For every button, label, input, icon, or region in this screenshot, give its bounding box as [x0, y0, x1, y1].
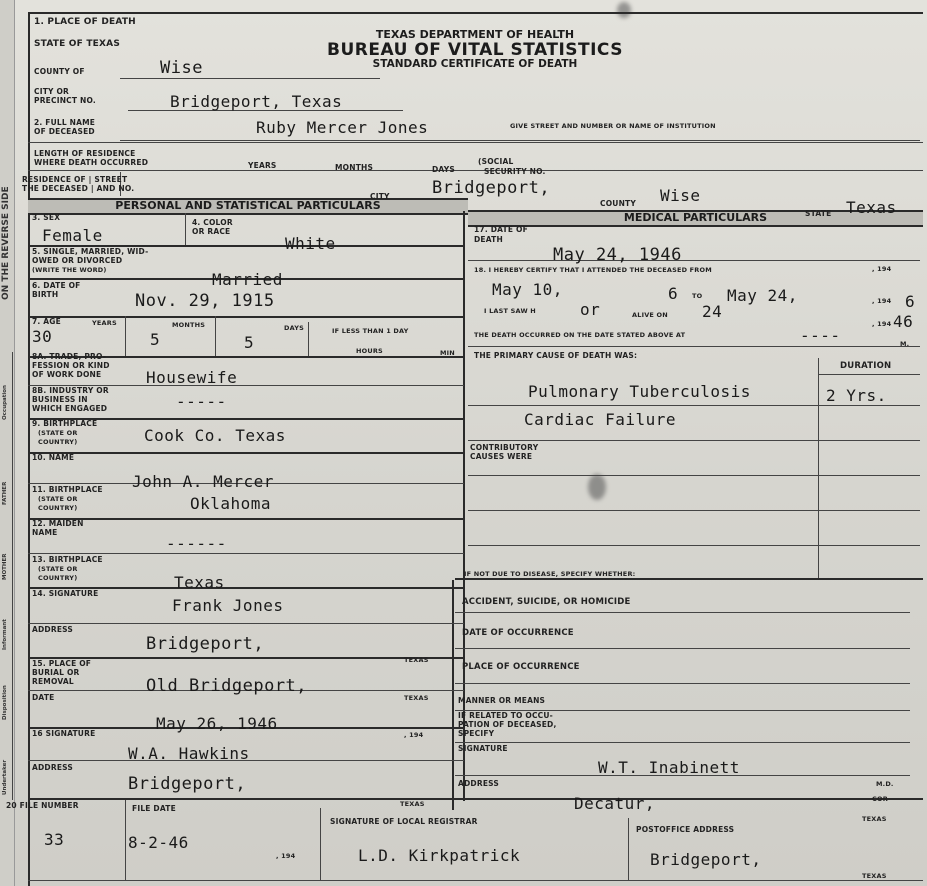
side-informant: Informant	[2, 619, 8, 650]
marital-value: Married	[212, 270, 283, 289]
rule	[120, 140, 920, 141]
contrib-label-2: CAUSES WERE	[470, 452, 533, 461]
father-name-value: John A. Mercer	[132, 472, 274, 491]
length-label: LENGTH OF RESIDENCE	[34, 149, 136, 158]
bp-label-3: COUNTRY)	[38, 438, 78, 446]
inf-address-value: Bridgeport,	[146, 634, 265, 654]
residence-label-2: THE DECEASED | AND NO.	[22, 184, 135, 193]
mother-bp-label: 13. BIRTHPLACE	[32, 555, 103, 564]
social-label: (SOCIAL	[478, 157, 514, 166]
doccur-label: DATE OF OCCURRENCE	[462, 628, 574, 638]
color-label-2: OR RACE	[192, 227, 231, 236]
res-city-label: CITY	[370, 192, 390, 201]
res-county-value: Wise	[660, 186, 701, 205]
certify-label: 18. I HEREBY CERTIFY THAT I ATTENDED THE DECEASED FROM	[474, 266, 712, 274]
und-texas-label: TEXAS	[400, 800, 425, 808]
lastsaw-label: I LAST SAW H	[484, 307, 536, 315]
ink-smudge	[617, 2, 631, 18]
inf-texas-label: TEXAS	[404, 656, 429, 664]
rule	[455, 612, 910, 613]
occ-label-2: FESSION OR KIND	[32, 361, 110, 370]
marital-label-2: OWED OR DIVORCED	[32, 256, 123, 265]
border-top	[28, 12, 923, 14]
to-194-label: , 194	[872, 297, 892, 305]
postoffice-label: POSTOFFICE ADDRESS	[636, 825, 735, 834]
medical-band: MEDICAL PARTICULARS	[468, 210, 923, 227]
accident-label: ACCIDENT, SUICIDE, OR HOMICIDE	[462, 597, 631, 607]
informant-value: Frank Jones	[172, 596, 284, 615]
file-number-value: 33	[44, 830, 65, 849]
rule	[28, 142, 923, 143]
maiden-label-2: NAME	[32, 528, 58, 537]
burial-date-label: DATE	[32, 693, 55, 702]
name-label-2: OF DECEASED	[34, 127, 95, 136]
phys-address-value: Decatur,	[574, 794, 656, 813]
rule	[628, 818, 629, 880]
ind-label-3: WHICH ENGAGED	[32, 404, 108, 413]
burial-texas-label: TEXAS	[404, 694, 429, 702]
rule	[468, 510, 920, 511]
bp-label-2: (STATE OR	[38, 429, 78, 437]
color-label: 4. COLOR	[192, 218, 233, 227]
age-months-value: 5	[150, 330, 161, 349]
rule	[468, 346, 920, 347]
rule	[468, 475, 920, 476]
age-years-value: 30	[32, 327, 53, 346]
social-label-2: SECURITY NO.	[484, 167, 546, 176]
duration-value: 2 Yrs.	[826, 386, 887, 405]
father-bp-label: 11. BIRTHPLACE	[32, 485, 103, 494]
rule	[28, 798, 923, 800]
rule	[468, 440, 920, 441]
dept-title: TEXAS DEPARTMENT OF HEALTH	[375, 28, 575, 41]
lastsaw-or-value: or	[580, 300, 601, 319]
occupation-value: Housewife	[146, 368, 238, 387]
name-label: 2. FULL NAME	[34, 118, 96, 127]
dob-label: 6. DATE OF	[32, 281, 81, 290]
age-label: 7. AGE	[32, 317, 61, 326]
rule	[120, 78, 380, 79]
to-label: TO	[692, 292, 703, 300]
cause1-value: Pulmonary Tuberculosis	[528, 382, 751, 401]
length-label-2: WHERE DEATH OCCURRED	[34, 158, 149, 167]
rule	[28, 657, 464, 659]
reg-address-value: Bridgeport,	[650, 850, 762, 869]
burial-194-label: , 194	[404, 731, 424, 739]
county-label: COUNTY OF	[34, 67, 85, 76]
mother-bp-label-2: (STATE OR	[38, 565, 78, 573]
rule	[455, 648, 910, 649]
occ-label: 8A. TRADE, PRO-	[32, 352, 107, 361]
registrar-value: L.D. Kirkpatrick	[358, 846, 521, 865]
md-label: M.D.	[876, 780, 894, 788]
border-left	[28, 12, 30, 886]
res-state-value: Texas	[846, 198, 897, 217]
poccur-label: PLACE OF OCCURRENCE	[462, 662, 580, 672]
side-father: FATHER	[2, 481, 8, 505]
m-label: M.	[900, 340, 910, 348]
side-disposition: Disposition	[2, 685, 8, 720]
sex-label: 3. SEX	[32, 213, 61, 222]
father-name-label: 10. NAME	[32, 453, 75, 462]
registrar-label: SIGNATURE OF LOCAL REGISTRAR	[330, 817, 478, 826]
city-label-2: PRECINCT NO.	[34, 96, 96, 105]
state-label: STATE OF TEXAS	[34, 39, 121, 49]
burial-label-2: BURIAL OR	[32, 668, 80, 677]
rule	[28, 170, 923, 171]
rule	[125, 316, 126, 356]
physician-sig-label: SIGNATURE	[458, 744, 508, 753]
file-number-label: 20 FILE NUMBER	[6, 801, 79, 810]
undertaker-value: W.A. Hawkins	[128, 744, 250, 763]
bp-label: 9. BIRTHPLACE	[32, 419, 98, 428]
manner-label: MANNER OR MEANS	[458, 696, 546, 705]
rule	[12, 352, 13, 800]
rule	[308, 322, 309, 356]
rule	[818, 374, 920, 375]
res-city-value: Bridgeport,	[432, 178, 551, 198]
burial-label-3: REMOVAL	[32, 677, 74, 686]
file-date-value: 8-2-46	[128, 833, 189, 852]
primary-label: THE PRIMARY CAUSE OF DEATH WAS:	[474, 351, 638, 360]
father-bp-label-2: (STATE OR	[38, 495, 78, 503]
rule	[455, 683, 910, 684]
file-194-label: , 194	[276, 852, 296, 860]
alive-label: ALIVE ON	[632, 311, 668, 319]
from-year-value: 6	[668, 284, 679, 303]
file-date-label: FILE DATE	[132, 804, 176, 813]
res-state-label: STATE	[805, 209, 832, 218]
mother-bp-label-3: COUNTRY)	[38, 574, 78, 582]
sig16-label: 16 SIGNATURE	[32, 729, 96, 738]
rule	[28, 553, 464, 554]
margin-note: ON THE REVERSE SIDE	[1, 186, 11, 300]
age-years-label: YEARS	[92, 319, 117, 327]
marital-label: 5. SINGLE, MARRIED, WID-	[32, 247, 149, 256]
bureau-title: BUREAU OF VITAL STATISTICS	[327, 40, 623, 60]
years-label: YEARS	[248, 161, 277, 170]
dob-label-2: BIRTH	[32, 290, 59, 299]
deceased-name-value: Ruby Mercer Jones	[256, 118, 429, 137]
maiden-value: ------	[166, 534, 227, 553]
phys-texas-label: TEXAS	[862, 815, 887, 823]
res-county-label: COUNTY	[600, 199, 636, 208]
min-label: MIN	[440, 349, 455, 357]
birthplace-value: Cook Co. Texas	[144, 426, 286, 445]
rule	[185, 213, 186, 245]
occurred-label: THE DEATH OCCURRED ON THE DATE STATED ABOVE AT	[474, 331, 686, 339]
sig14-label: 14. SIGNATURE	[32, 589, 99, 598]
rule	[320, 808, 321, 880]
time-value: ----	[800, 326, 841, 345]
place-label: 1. PLACE OF DEATH	[34, 17, 136, 27]
age-days-value: 5	[244, 333, 255, 352]
months-label: MONTHS	[335, 163, 374, 172]
city-label: CITY OR	[34, 87, 70, 96]
street-inst-label: GIVE STREET AND NUMBER OR NAME OF INSTITUTION	[510, 122, 716, 130]
rule	[125, 800, 126, 880]
rule	[468, 405, 920, 406]
residence-label: RESIDENCE OF | STREET	[22, 175, 128, 184]
dod-label: 17. DATE OF	[474, 225, 528, 234]
city-value: Bridgeport, Texas	[170, 92, 343, 111]
burial-date-value: May 26, 1946	[156, 714, 278, 733]
rule	[28, 452, 464, 454]
dod-label-2: DEATH	[474, 235, 503, 244]
physician-value: W.T. Inabinett	[598, 758, 740, 777]
days-label: DAYS	[432, 165, 455, 174]
side-occupation: Occupation	[2, 385, 8, 420]
ink-smudge	[588, 474, 606, 500]
duration-label: DURATION	[840, 361, 892, 371]
contrib-label: CONTRIBUTORY	[470, 443, 539, 452]
to-date-value: May 24,	[727, 286, 798, 305]
side-undertaker: Undertaker	[2, 759, 8, 795]
age-days-label: DAYS	[284, 324, 304, 332]
lastsaw-year-value: 46	[893, 312, 914, 331]
ind-label: 8B. INDUSTRY OR	[32, 386, 109, 395]
lastsaw-day-value: 24	[702, 302, 723, 321]
rule	[28, 518, 464, 520]
county-value: Wise	[160, 58, 203, 78]
from-value: May 10,	[492, 280, 563, 299]
burial-value: Old Bridgeport,	[146, 676, 308, 696]
hours-label: HOURS	[356, 347, 383, 355]
dob-value: Nov. 29, 1915	[135, 291, 275, 311]
rule	[215, 316, 216, 356]
less-day-label: IF LESS THAN 1 DAY	[332, 327, 409, 335]
mother-bp-value: Texas	[174, 573, 225, 592]
occ-label-3: OF WORK DONE	[32, 370, 102, 379]
personal-band: PERSONAL AND STATISTICAL PARTICULARS	[28, 198, 468, 215]
father-bp-label-3: COUNTRY)	[38, 504, 78, 512]
age-months-label: MONTHS	[172, 321, 206, 329]
phys-address-label: ADDRESS	[458, 779, 500, 788]
side-mother: MOTHER	[2, 553, 8, 580]
related-label-2: PATION OF DECEASED,	[458, 720, 557, 729]
industry-value: -----	[176, 392, 227, 411]
rule	[455, 742, 910, 743]
cor-label: COR	[872, 795, 888, 803]
rule	[28, 880, 923, 881]
race-value: White	[285, 234, 336, 253]
burial-label: 15. PLACE OF	[32, 659, 92, 668]
rule	[468, 545, 920, 546]
maiden-label: 12. MAIDEN	[32, 519, 84, 528]
notdisease-label: IF NOT DUE TO DISEASE, SPECIFY WHETHER:	[464, 570, 636, 578]
related-label: IF RELATED TO OCCU-	[458, 711, 553, 720]
rule	[28, 623, 464, 624]
marital-label-3: (WRITE THE WORD)	[32, 266, 107, 274]
cause2-value: Cardiac Failure	[524, 410, 676, 429]
related-label-3: SPECIFY	[458, 729, 495, 738]
dod-194-label: , 194	[872, 265, 892, 273]
rule	[468, 260, 920, 261]
lastsaw-194-label: , 194	[872, 320, 892, 328]
to-year-value: 6	[905, 292, 916, 311]
ind-label-2: BUSINESS IN	[32, 395, 88, 404]
rule	[28, 316, 464, 318]
und-address-label: ADDRESS	[32, 763, 74, 772]
cert-title: STANDARD CERTIFICATE OF DEATH	[372, 58, 578, 70]
dod-value: May 24, 1946	[553, 245, 682, 265]
inf-address-label: ADDRESS	[32, 625, 74, 634]
und-address-value: Bridgeport,	[128, 774, 247, 794]
center-divider-lower	[452, 580, 454, 810]
sex-value: Female	[42, 226, 103, 245]
bottom-texas-label: TEXAS	[862, 872, 887, 880]
father-bp-value: Oklahoma	[190, 494, 272, 513]
